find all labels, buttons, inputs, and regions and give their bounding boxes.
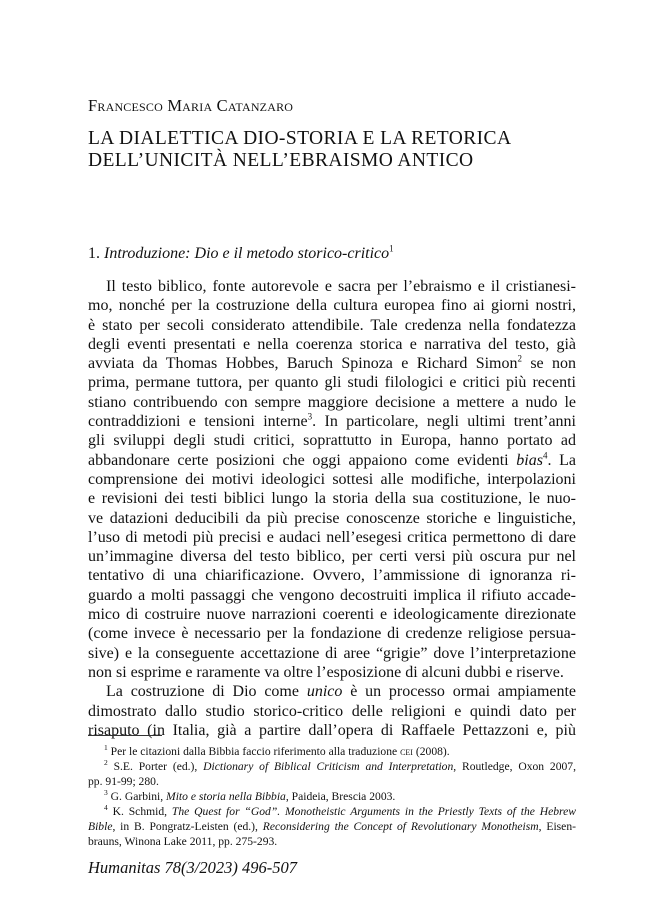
- body-line: mo, nonché per la costruzione della cultura europea fino ai giorni nostri,: [88, 297, 576, 315]
- body-text-span: . In particolare, negli ultimi trent’anni: [312, 413, 576, 431]
- body-line: tentativo di una chiarificazione. Ovvero, l’ammissione di ignoranza ri-: [88, 567, 576, 585]
- body-text-span: La costruzione di Dio come: [106, 683, 299, 701]
- footnote-2: [88, 759, 576, 774]
- article-title-line-1: LA DIALETTICA DIO-STORIA E LA RETORICA: [88, 128, 512, 149]
- body-text-span: . La: [547, 451, 576, 469]
- body-line: è stato per secoli considerato attendibile. Tale credenza nella fondatezza: [88, 316, 576, 334]
- body-line: gli sviluppi degli studi critici, soprattutto in Europa, hanno portato ad: [88, 432, 576, 450]
- article-title: [88, 128, 511, 172]
- article-author: Francesco Maria Catanzaro: [88, 96, 294, 115]
- emphasis-bias: bias: [516, 451, 543, 469]
- footnote-text: S.E. Porter (ed.),: [113, 760, 198, 773]
- body-line: stiano contribuendo con sempre maggiore decisione a mettere a nudo le: [88, 393, 576, 411]
- section-title: Introduzione: Dio e il metodo storico-critico: [104, 245, 390, 262]
- body-line: sive) e la conseguente accettazione di aree “grigie” dove l’interpretazione: [88, 644, 576, 662]
- footnote-1: [88, 744, 576, 759]
- body-line: [88, 412, 576, 431]
- body-text-span: se non: [530, 355, 576, 373]
- body-line: Il testo biblico, fonte autorevole e sacra per l’ebraismo e il cristianesi-: [106, 278, 576, 295]
- body-line: guardo a molti passaggi che vengono decostruiti implica il rifiuto accade-: [88, 586, 576, 604]
- footnote-text: Per le citazioni dalla Bibbia faccio riferimento alla traduzione: [110, 745, 398, 758]
- footnote-number: 4: [104, 804, 108, 813]
- section-number: 1.: [88, 245, 100, 262]
- body-line: non si esprime e raramente va oltre l’esposizione di alcuni dubbi e riserve.: [88, 663, 564, 681]
- footnote-work-title: Bible: [88, 820, 113, 833]
- body-text-span: è un processo ormai ampiamente: [350, 683, 576, 701]
- footnote-2-cont: pp. 91-99; 280.: [88, 775, 159, 788]
- footnote-work-title: Reconsidering the Concept of Revolutionary Monotheism: [262, 820, 539, 833]
- footnotes: [88, 744, 576, 849]
- body-line: comprensione dei motivi ideologici sottesi alle modifiche, interpolazioni: [88, 470, 576, 488]
- body-line: [88, 682, 576, 701]
- footnote-work-title: Mito e storia nella Bibbia: [166, 790, 286, 803]
- footnote-text: , Eisen-: [538, 820, 576, 833]
- footnote-text: K. Schmid,: [112, 805, 168, 818]
- body-line: l’uso di metodi più precisi e audaci nell’esegesi critica permettono di dare: [88, 528, 576, 546]
- body-line: risaputo (in Italia, già a partire dall’opera di Raffaele Pettazzoni e, più: [88, 721, 576, 739]
- footnote-ref-4[interactable]: 4: [542, 450, 548, 461]
- journal-citation: Humanitas 78(3/2023) 496-507: [88, 858, 297, 877]
- body-text: [88, 277, 576, 740]
- footnote-text: , Routledge, Oxon 2007,: [453, 760, 576, 773]
- section-heading: [88, 245, 394, 263]
- footnote-4-cont: brauns, Winona Lake 2011, pp. 275-293.: [88, 835, 278, 848]
- body-line: prima, permane tuttora, per quanto gli studi filologici e critici più recenti: [88, 374, 576, 392]
- emphasis-unico: unico: [306, 683, 343, 701]
- body-line: e revisioni dei testi biblici lungo la storia della sua costituzione, le nuo-: [88, 490, 576, 508]
- body-line: [88, 451, 576, 470]
- body-line: [88, 354, 576, 373]
- footnote-text: , in B. Pongratz-Leisten (ed.),: [112, 820, 258, 833]
- footnote-3: [88, 789, 576, 804]
- footnote-text: (2008).: [415, 745, 450, 758]
- footnote-work-title: Dictionary of Biblical Criticism and Interpretation: [203, 760, 454, 773]
- body-line: (come invece è necessario per la fondazione di credenze religiose persua-: [88, 625, 576, 643]
- body-text-span: contraddizioni e tensioni interne: [88, 413, 308, 431]
- footnote-text: , Paideia, Brescia 2003.: [285, 790, 396, 803]
- body-line: mico di costruire nuove narrazioni coerenti e ideologicamente direzionate: [88, 606, 576, 624]
- footnote-ref-1[interactable]: 1: [389, 243, 394, 254]
- footnote-number: 1: [104, 744, 108, 753]
- body-text-span: avviata da Thomas Hobbes, Baruch Spinoza e Richard Simon: [88, 355, 518, 373]
- footnote-4-cont: [88, 819, 576, 834]
- footnote-abbr: cei: [400, 745, 413, 758]
- footnote-4: [88, 804, 576, 819]
- footnote-text: G. Garbini,: [110, 790, 164, 803]
- footnote-divider: [88, 735, 162, 736]
- body-line: degli eventi presentati e nella coerenza storica e narrativa del testo, già: [88, 335, 576, 353]
- footnote-ref-3[interactable]: 3: [307, 412, 313, 422]
- body-line: un’immagine diversa del testo biblico, per certi versi più oscura pur nel: [88, 548, 576, 566]
- footnote-ref-2[interactable]: 2: [517, 354, 522, 364]
- footnote-work-title: The Quest for “God”. Monotheistic Arguments in the Priestly Texts of the Hebrew: [171, 805, 576, 818]
- body-line: ve datazioni deducibili da più precise conoscenze storiche e linguistiche,: [88, 509, 576, 527]
- footnote-number: 2: [104, 759, 108, 768]
- footnote-number: 3: [104, 789, 108, 798]
- body-line: dimostrato dallo studio storico-critico delle religioni e quindi dato per: [88, 702, 576, 720]
- article-title-line-2: DELL’UNICITÀ NELL’EBRAISMO ANTICO: [88, 150, 474, 171]
- body-text-span: abbandonare certe posizioni che oggi appaiono come evidenti: [88, 451, 509, 469]
